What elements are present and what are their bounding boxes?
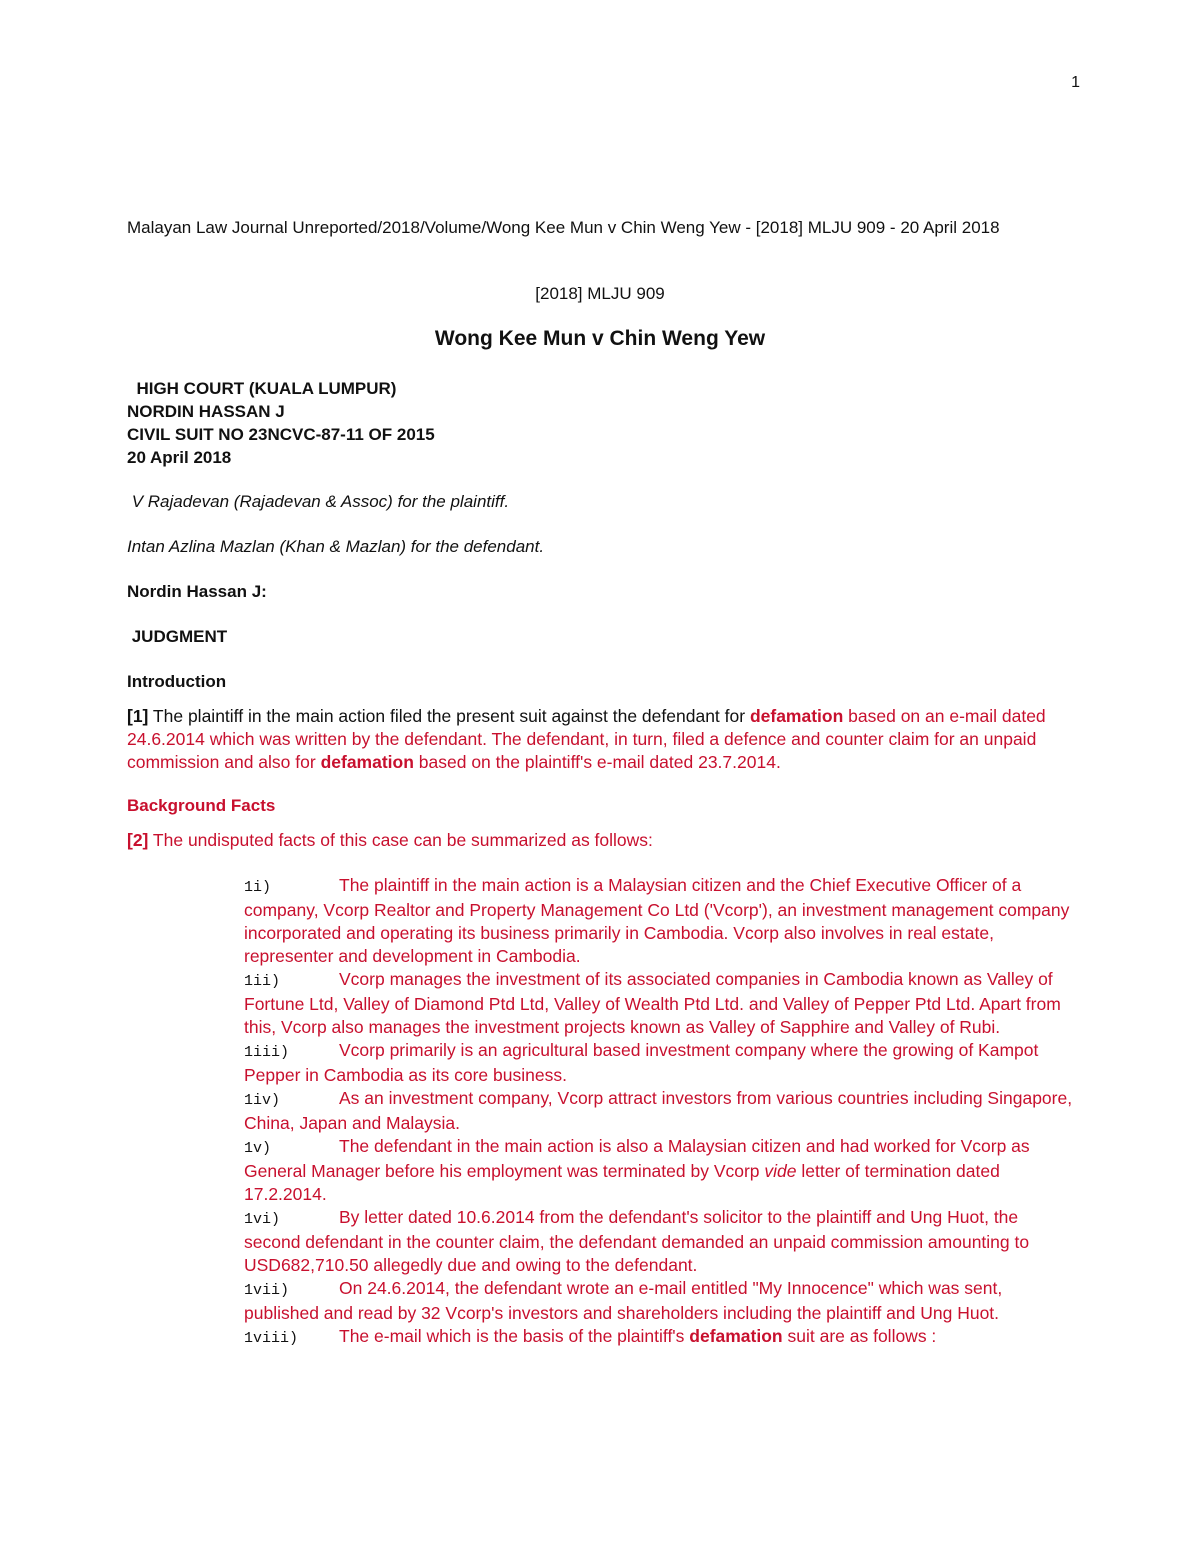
judge-heading: Nordin Hassan J: — [127, 582, 267, 601]
list-item-italic: vide — [764, 1161, 797, 1181]
court-name: HIGH COURT (KUALA LUMPUR) — [127, 379, 397, 398]
list-item-text: letter of termination dated 17.2.2014. — [244, 1161, 1000, 1204]
paragraph-2-text: The undisputed facts of this case can be summarized as follows: — [148, 830, 653, 850]
list-item-number: 1vii) — [244, 1282, 290, 1299]
list-item-number: 1i) — [244, 879, 272, 896]
paragraph-1-text-c: based on the plaintiff's e-mail dated 23.7.2014. — [413, 752, 781, 772]
list-item-text: As an investment company, Vcorp attract investors from various countries including Singapore, China, Japan and Malaysia. — [244, 1088, 1073, 1133]
background-facts-heading: Background Facts — [127, 796, 276, 815]
list-item-text: suit are as follows : — [782, 1326, 937, 1346]
list-item-text: The plaintiff in the main action is a Malaysian citizen and the Chief Executive Officer of a company, Vcorp Realtor and Property Management Co Ltd ('Vcorp'), an investment management company incorporated and operating its business primarily in Cambodia. Vcorp also involves in real estate, representer and development in Cambodia. — [244, 875, 1070, 966]
counsel-plaintiff: V Rajadevan (Rajadevan & Assoc) for the plaintiff. — [127, 492, 510, 511]
list-item-text: The e-mail which is the basis of the plaintiff's — [339, 1326, 690, 1346]
list-item — [244, 1277, 1074, 1325]
court-date: 20 April 2018 — [127, 448, 232, 467]
list-item-number: 1v) — [244, 1140, 272, 1157]
counsel-defendant: Intan Azlina Mazlan (Khan & Mazlan) for the defendant. — [127, 537, 545, 556]
list-item-text: Vcorp manages the investment of its associated companies in Cambodia known as Valley of Fortune Ltd, Valley of Diamond Ptd Ltd, Valley of Wealth Ptd Ltd. and Valley of Pepper Ptd Ltd. Apart from this, Vcorp also manages the investment projects known as Valley of Sapphire and Valley of Rubi. — [244, 969, 1061, 1037]
case-title: Wong Kee Mun v Chin Weng Yew — [434, 327, 766, 350]
list-item-text: On 24.6.2014, the defendant wrote an e-mail entitled "My Innocence" which was sent, published and read by 32 Vcorp's investors and shareholders including the plaintiff and Ung Huot. — [244, 1278, 1003, 1323]
paragraph-1-text-a: The plaintiff in the main action filed the present suit against the defendant for — [148, 706, 750, 726]
list-item-number: 1ii) — [244, 973, 281, 990]
court-suit-number: CIVIL SUIT NO 23NCVC-87-11 OF 2015 — [127, 425, 435, 444]
search-term-defamation: defamation — [320, 752, 414, 772]
list-item — [244, 1087, 1074, 1135]
mlju-reference: [2018] MLJU 909 — [535, 284, 665, 303]
judgment-heading: JUDGMENT — [127, 627, 228, 646]
court-judge: NORDIN HASSAN J — [127, 402, 285, 421]
list-item-text: By letter dated 10.6.2014 from the defendant's solicitor to the plaintiff and Ung Huot, the second defendant in the counter claim, the defendant demanded an unpaid commission amounting to USD682,710.50 allegedly due and owing to the defendant. — [244, 1207, 1030, 1275]
list-item — [244, 1206, 1074, 1277]
list-item — [244, 1039, 1074, 1087]
search-term-defamation: defamation — [689, 1326, 783, 1346]
paragraph-1-number: [1] — [127, 706, 149, 726]
page-number: 1 — [1071, 74, 1080, 91]
list-item-number: 1iv) — [244, 1092, 281, 1109]
list-item — [244, 874, 1074, 968]
list-item-number: 1viii) — [244, 1330, 299, 1347]
search-term-defamation: defamation — [749, 706, 844, 726]
list-item — [244, 1135, 1074, 1206]
facts-list — [244, 874, 1074, 1350]
citation-line: Malayan Law Journal Unreported/2018/Volume/Wong Kee Mun v Chin Weng Yew - [2018] MLJU 909 - 20 April 2018 — [127, 218, 1000, 237]
list-item — [244, 968, 1074, 1039]
paragraph-1 — [127, 705, 1072, 774]
list-item-number: 1iii) — [244, 1044, 290, 1061]
list-item-text: Vcorp primarily is an agricultural based investment company where the growing of Kampot Pepper in Cambodia as its core business. — [244, 1040, 1039, 1085]
list-item-text: The defendant in the main action is also a Malaysian citizen and had worked for Vcorp as General Manager before his employment was terminated by Vcorp — [244, 1136, 1030, 1181]
paragraph-1-text-b: based on an e-mail dated 24.6.2014 which was written by the defendant. The defendant, in turn, filed a defence and counter claim for an unpaid commission and also for — [127, 706, 1046, 772]
list-item-number: 1vi) — [244, 1211, 281, 1228]
list-item — [244, 1325, 1074, 1350]
paragraph-2 — [127, 829, 1072, 852]
court-block — [127, 377, 435, 469]
paragraph-2-number: [2] — [127, 830, 149, 850]
introduction-heading: Introduction — [127, 672, 227, 691]
